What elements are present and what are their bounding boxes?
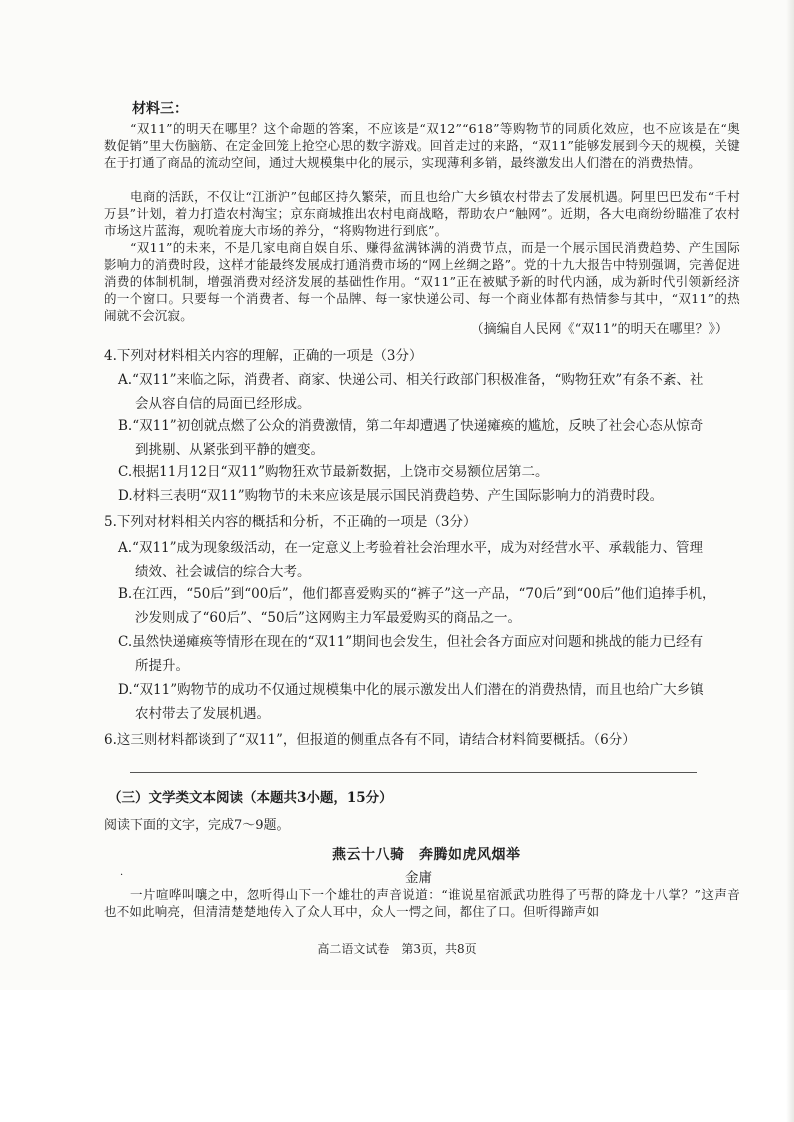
- option-text-cont: 农村带去了发展机遇。: [135, 706, 270, 722]
- section-three-heading: （三）文学类文本阅读（本题共3小题，15分）: [108, 790, 393, 806]
- option-text-cont: 绩效、社会诚信的综合大考。: [135, 564, 311, 580]
- source-note: （摘编自人民网《“双11”的明天在哪里？》）: [470, 322, 728, 337]
- option-label: A.: [118, 540, 133, 556]
- option-text: “双11”来临之际，消费者、商家、快递公司、相关行政部门积极准备，“购物狂欢”有条不紊、社: [132, 372, 704, 388]
- option-label: C.: [118, 634, 133, 650]
- stray-mark: ·: [120, 870, 124, 881]
- material-three-title: 材料三：: [132, 101, 188, 117]
- blank-margin: [0, 990, 794, 1122]
- option-label: D.: [118, 682, 133, 698]
- question-4-stem: 4.下列对材料相关内容的理解，正确的一项是（3分）: [104, 348, 423, 364]
- story-title: 燕云十八骑 奔腾如虎风烟举: [332, 847, 521, 863]
- reading-instruction: 阅读下面的文字，完成7～9题。: [104, 818, 290, 833]
- question-5-option-c: [118, 630, 738, 678]
- question-4-option-b: [118, 414, 738, 462]
- material-paragraph-3: “双11”的未来，不是几家电商自娱自乐、赚得盆满钵满的消费节点，而是一个展示国民消费趋势、产生国际影响力的消费时段，这样才能最终发展成打通消费市场的“网上丝绸之路”。党的十九大报告中特别强调，完善促进消费的体制机制，增强消费对经济发展的基础性作用。“双11”正在被赋予新的时代内涵，成为新时代引领新经济的一个窗口。只要每一个消费者、每一个品牌、每一家快递公司、每一个商业体都有热情参与其中，“双11”的热闹就不会沉寂。: [104, 240, 740, 323]
- story-author: 金庸: [405, 870, 432, 886]
- question-4-option-c: [118, 460, 738, 484]
- option-text: 根据11月12日“双11”购物狂欢节最新数据，上饶市交易额位居第二。: [132, 464, 549, 480]
- question-4-option-d: [118, 484, 738, 508]
- scan-edge-shadow: [786, 0, 794, 1122]
- material-paragraph-1: “双11”的明天在哪里？这个命题的答案，不应该是“双12”“618”等购物节的同质化效应，也不应该是在“奥数促销”里大伤脑筋、在定金回笼上抢空心思的数字游戏。回首走过的来路，“双11”能够发展到今天的规模，关键在于打通了商品的流动空间，通过大规模集中化的展示，实现薄利多销，最终激发出人们潜在的消费热情。: [104, 121, 740, 170]
- option-label: D.: [118, 488, 133, 504]
- question-5-option-d: [118, 678, 738, 726]
- section-divider: [130, 772, 697, 773]
- story-opening-paragraph: 一片喧哗叫嚷之中，忽听得山下一个雄壮的声音说道：“谁说星宿派武功胜得了丐帮的降龙十八掌？”这声音也不如此响亮，但清清楚楚地传入了众人耳中，众人一愕之间，都住了口。但听得蹄声如: [104, 887, 740, 919]
- option-text-cont: 所提升。: [135, 658, 189, 674]
- option-text: “双11”初创就点燃了公众的消费激情，第二年却遭遇了快递瘫痪的尴尬，反映了社会心态从惊奇: [132, 418, 704, 434]
- question-4-option-a: [118, 368, 738, 416]
- question-6-stem: 6.这三则材料都谈到了“双11”，但报道的侧重点各有不同，请结合材料简要概括。（6分）: [104, 732, 636, 748]
- option-text: 虽然快递瘫痪等情形在现在的“双11”期间也会发生，但社会各方面应对问题和挑战的能力已经有: [132, 634, 704, 650]
- page-footer: 高二语文试卷 第3页，共8页: [317, 942, 477, 956]
- option-label: B.: [118, 418, 133, 434]
- option-label: C.: [118, 464, 133, 480]
- question-5-stem: 5.下列对材料相关内容的概括和分析，不正确的一项是（3分）: [104, 514, 477, 530]
- option-text: “双11”成为现象级活动，在一定意义上考验着社会治理水平，成为对经营水平、承载能力、管理: [132, 540, 704, 556]
- option-label: A.: [118, 372, 133, 388]
- option-text-cont: 到挑剔、从紧张到平静的嬗变。: [135, 442, 324, 458]
- option-text: “双11”购物节的成功不仅通过规模集中化的展示激发出人们潜在的消费热情，而且也给广大乡镇: [132, 682, 704, 698]
- option-text-cont: 沙发则成了“60后”、“50后”这网购主力军最爱购买的商品之一。: [135, 610, 521, 626]
- option-label: B.: [118, 586, 133, 602]
- option-text: 在江西，“50后”到“00后”，他们都喜爱购买的“裤子”这一产品，“70后”到“00后”他们追捧手机，: [132, 586, 716, 602]
- question-5-option-a: [118, 536, 738, 584]
- question-5-option-b: [118, 582, 738, 630]
- option-text: 材料三表明“双11”购物节的未来应该是展示国民消费趋势、产生国际影响力的消费时段。: [132, 488, 664, 504]
- option-text-cont: 会从容自信的局面已经形成。: [135, 396, 311, 412]
- material-paragraph-2: 电商的活跃，不仅让“江浙沪”包邮区持久繁荣，而且也给广大乡镇农村带去了发展机遇。阿里巴巴发布“千村万县”计划，着力打造农村淘宝；京东商城推出农村电商战略，帮助农户“触网”。近期，各大电商纷纷瞄准了农村市场这片蓝海，观吮着庞大市场的养分，“将购物进行到底”。: [104, 189, 740, 238]
